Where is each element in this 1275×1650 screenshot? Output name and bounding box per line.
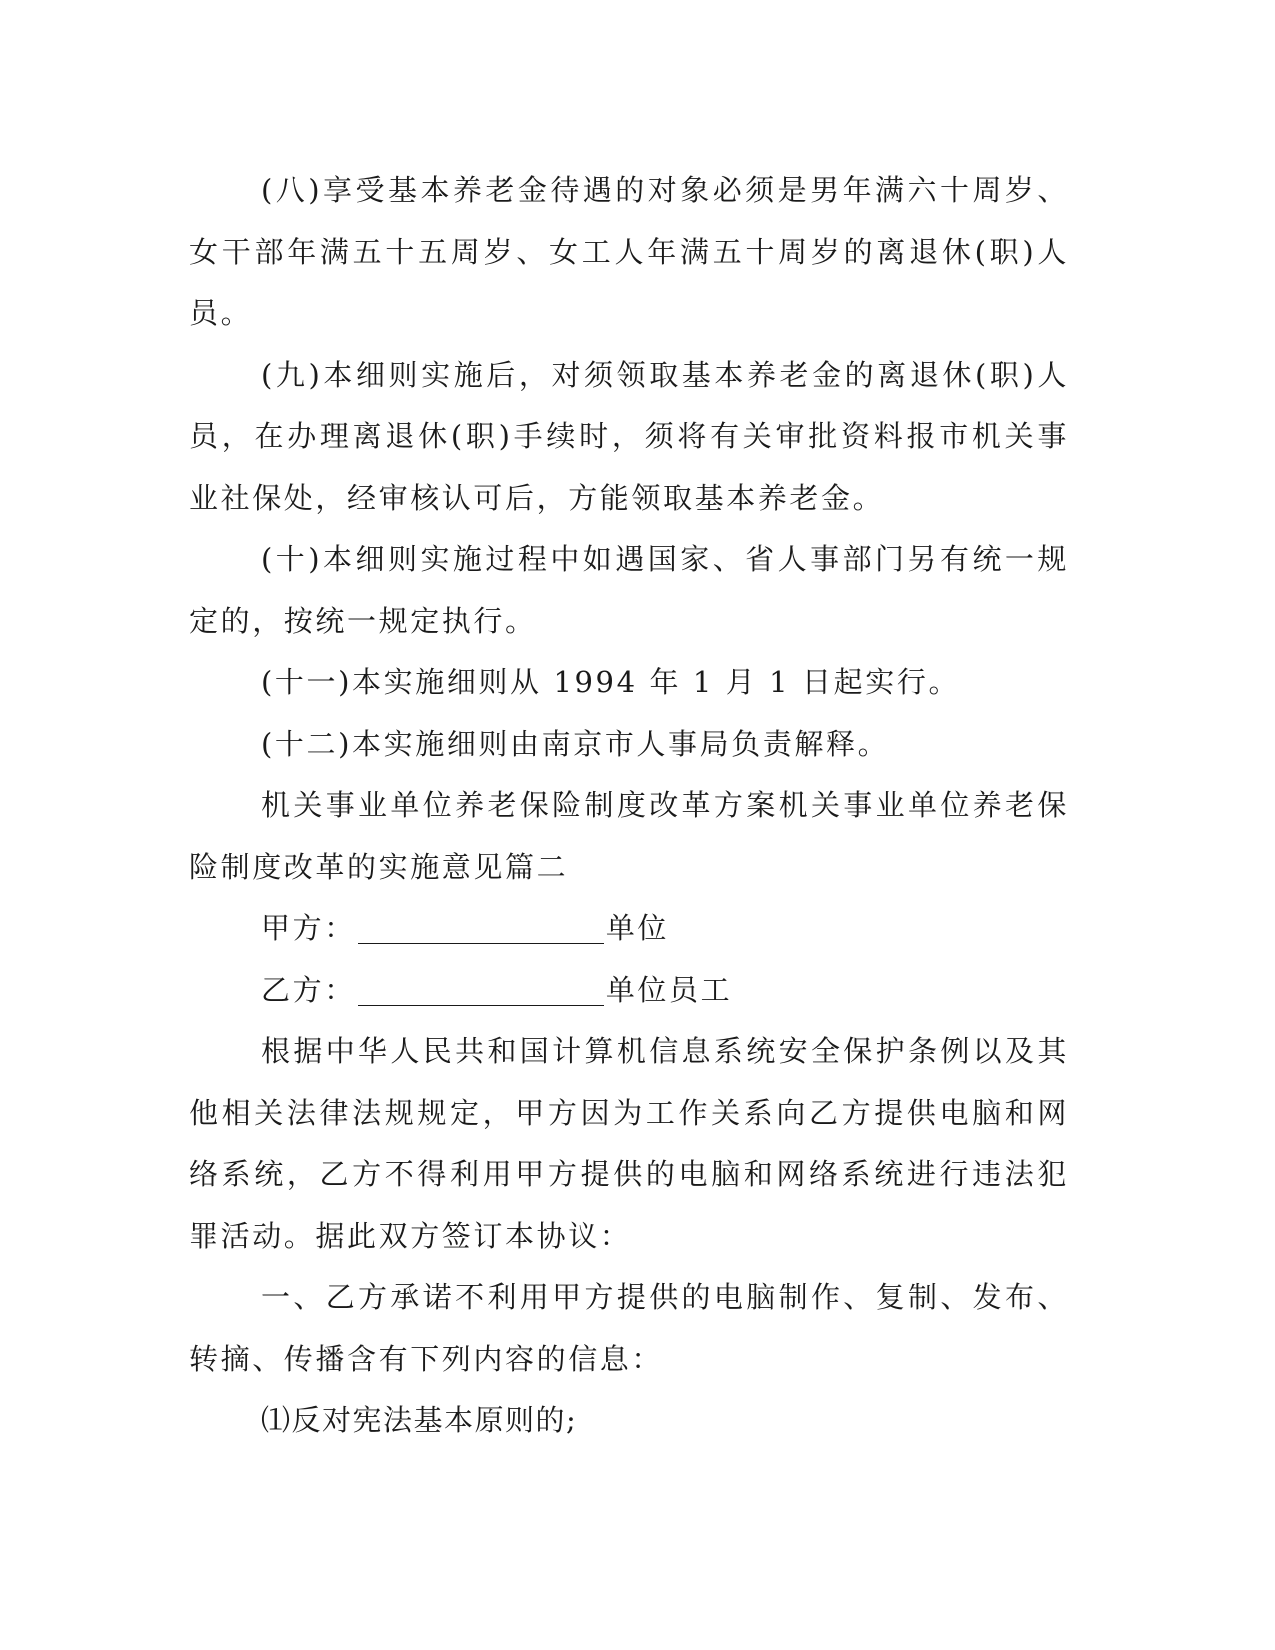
section-heading: 机关事业单位养老保险制度改革方案机关事业单位养老保险制度改革的实施意见篇二 [189, 788, 1069, 884]
paragraph-item-9: (九)本细则实施后，对须领取基本养老金的离退休(职)人员，在办理离退休(职)手续时，须将有关审批资料报市机关事业社保处，经审核认可后，方能领取基本养老金。 [189, 357, 1069, 515]
party-a-label: 甲方： [261, 911, 356, 945]
party-b-line [189, 960, 1069, 1022]
paragraph-item-10: (十)本细则实施过程中如遇国家、省人事部门另有统一规定的，按统一规定执行。 [189, 542, 1069, 638]
clause-one-item-1: ⑴反对宪法基本原则的; [261, 1403, 578, 1437]
party-a-line [189, 898, 1069, 960]
party-b-blank-field[interactable] [358, 975, 604, 1006]
party-b-suffix: 单位员工 [605, 972, 733, 1007]
party-a-suffix: 单位 [605, 911, 670, 945]
party-a-blank-field[interactable] [358, 913, 604, 944]
clause-one: 一、乙方承诺不利用甲方提供的电脑制作、复制、发布、转摘、传播含有下列内容的信息： [189, 1280, 1069, 1376]
agreement-preamble: 根据中华人民共和国计算机信息系统安全保护条例以及其他相关法律法规规定，甲方因为工作关系向乙方提供电脑和网络系统，乙方不得利用甲方提供的电脑和网络系统进行违法犯罪活动。据此双方签订本协议： [189, 1034, 1069, 1253]
paragraph-item-8: (八)享受基本养老金待遇的对象必须是男年满六十周岁、女干部年满五十五周岁、女工人年满五十周岁的离退休(职)人员。 [189, 173, 1069, 330]
party-b-label: 乙方： [261, 972, 356, 1007]
document-body [189, 160, 1069, 1452]
paragraph-item-11: (十一)本实施细则从 1994 年 1 月 1 日起实行。 [261, 665, 961, 699]
paragraph-item-12: (十二)本实施细则由南京市人事局负责解释。 [261, 726, 890, 761]
